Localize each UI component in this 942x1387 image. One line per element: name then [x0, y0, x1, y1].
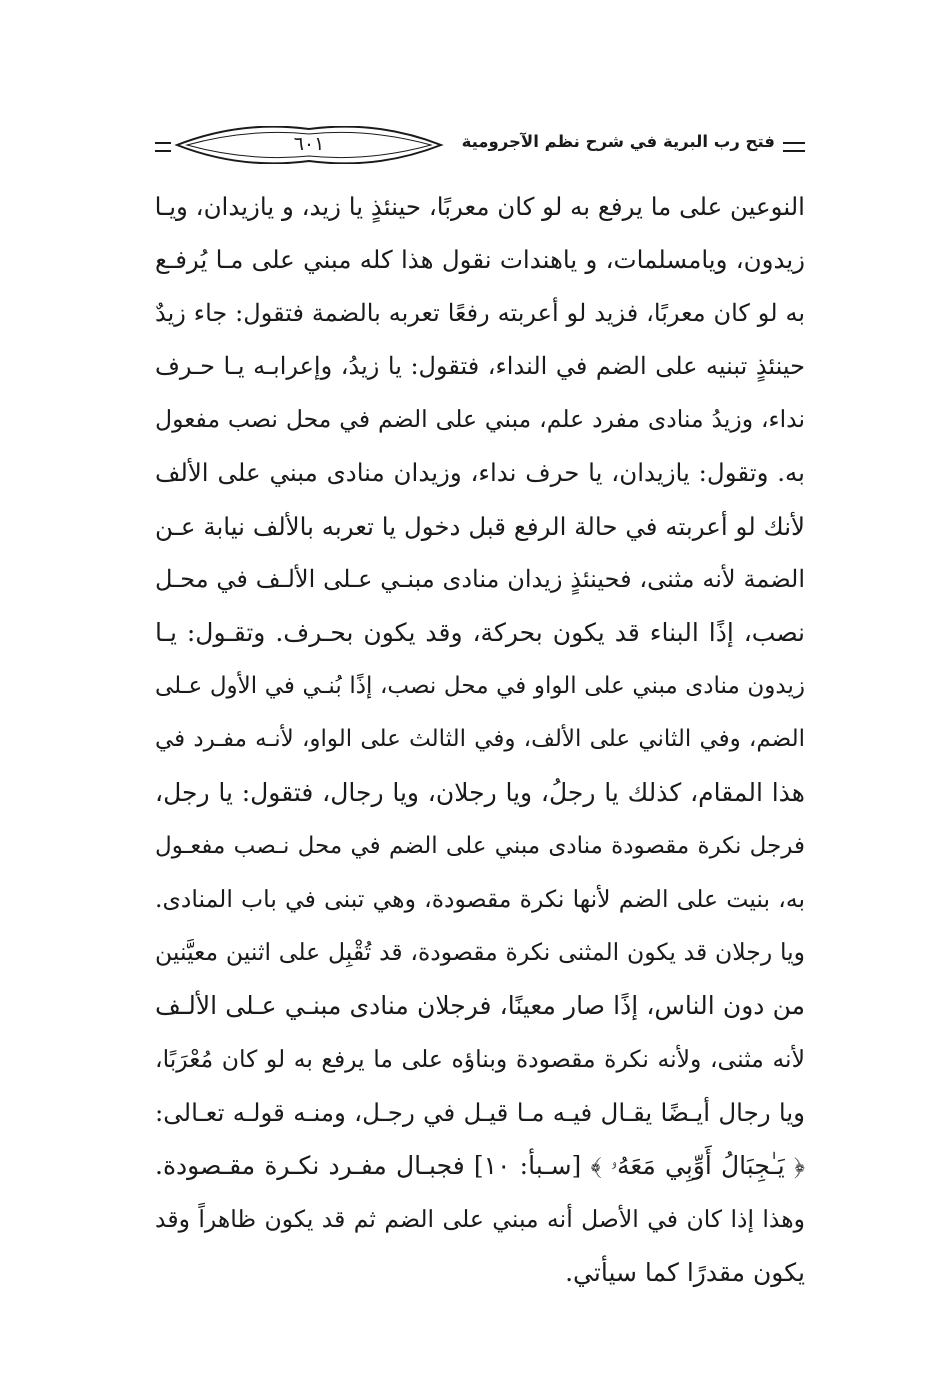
running-header: [155, 122, 805, 170]
page-number: ٦٠١: [293, 133, 325, 155]
text-line: لأنك لو أعربته في حالة الرفع قبل دخول يا تعربه بالألف نيابة عـن: [155, 511, 805, 541]
text-line: به لو كان معربًا، فزيد لو أعربته رفعًا تعربه بالضمة فتقول: جاء زيدٌ: [155, 298, 805, 327]
header-double-rule-right: [783, 142, 805, 152]
text-line: به، بنيت على الضم لأنها نكرة مقصودة، وهي تبنى في باب المنادى.: [155, 884, 805, 913]
text-line: ويا رجلان قد يكون المثنى نكرة مقصودة، قد تُقْبِل على اثنين معيَّنين: [155, 938, 805, 967]
text-line: نصب، إذًا البناء قد يكون بحركة، وقد يكون بحـرف. وتقـول: يـا: [155, 618, 805, 648]
text-line: حينئذٍ تبنيه على الضم في النداء، فتقول: يا زيدُ، وإعرابـه يـا حـرف: [155, 351, 805, 380]
text-line-final: يكون مقدرًا كما سيأتي.: [565, 1257, 805, 1287]
text-line: زيدون، ويامسلمات، و ياهندات نقول هذا كله مبني على مـا يُرفـع: [155, 245, 805, 275]
text-line: هذا المقام، كذلك يا رجلُ، ويا رجلان، ويا رجال، فتقول: يا رجل،: [155, 778, 805, 808]
text-line: النوعين على ما يرفع به لو كان معربًا، حينئذٍ يا زيد، و يازيدان، ويـا: [154, 192, 805, 221]
text-line: ويا رجال أيـضًا يقـال فيـه مـا قيـل في رجـل، ومنـه قولـه تعـالى:: [155, 1098, 805, 1128]
text-line: زيدون منادى مبني على الواو في محل نصب، إذًا بُنـي في الأول عـلى: [155, 672, 805, 699]
main-text-block: [155, 180, 805, 1299]
text-line: الضمة لأنه مثنى، فحينئذٍ زيدان منادى مبنـي عـلى الألـف في محـل: [155, 565, 805, 594]
quran-verse-line: ﴿ يَـٰجِبَالُ أَوِّبِي مَعَهُۥ ﴾ [سـبأ: ١٠] فجبـال مفـرد نكـرة مقـصودة.: [155, 1151, 805, 1181]
text-line: وهذا إذا كان في الأصل أنه مبني على الضم ثم قد يكون ظاهراً وقد: [155, 1204, 805, 1233]
text-line: به. وتقول: يازيدان، يا حرف نداء، وزيدان منادى مبني على الألف: [155, 458, 805, 488]
text-line: لأنه مثنى، ولأنه نكرة مقصودة وبناؤه على ما يرفع به لو كان مُعْرَبًا،: [155, 1044, 805, 1073]
text-line: فرجل نكرة مقصودة منادى مبني على الضم في محل نـصب مفعـول: [155, 832, 805, 859]
header-book-title: فتح رب البرية في شرح نظم الآجرومية: [461, 132, 775, 151]
text-line: الضم، وفي الثاني على الألف، وفي الثالث على الواو، لأنـه مفـرد في: [155, 725, 805, 752]
text-line: نداء، وزيدُ منادى مفرد علم، مبني على الضم في محل نصب مفعول: [155, 405, 805, 434]
header-double-rule-left: [155, 142, 171, 152]
page-number-frame: [171, 126, 447, 164]
text-line: من دون الناس، إذًا صار معينًا، فرجلان منادى مبنـي عـلى الألـف: [155, 991, 805, 1021]
